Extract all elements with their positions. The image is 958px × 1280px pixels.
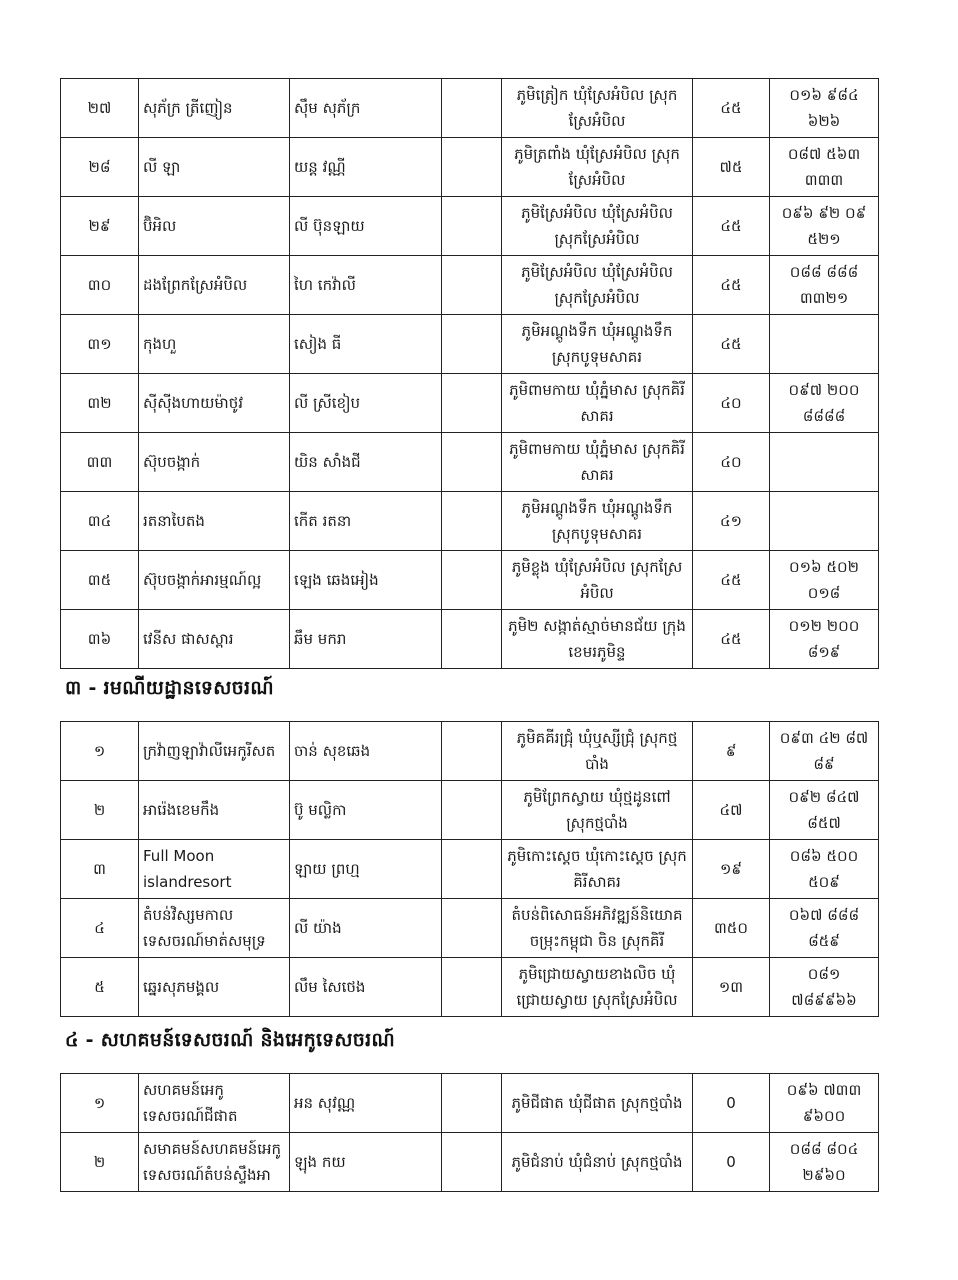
owner-name-cell: ស៊ឹម សុភ័ក្រ [290,79,442,138]
address-cell: ភូមិគគីរជ្រុំ ឃុំឬស្សីជ្រុំ ស្រុកថ្មបាំង [502,722,693,781]
owner-name-cell: ឡាយ ព្រហ្ម [290,840,442,899]
business-name-cell: សមាគមន៍សហគមន៍អេកូទេសចរណ៍តំបន់ស្ទឹងអា [139,1133,290,1192]
phone-cell [770,492,879,551]
quantity-cell: ១៣ [693,958,770,1017]
empty-cell [442,781,502,840]
quantity-cell: ៤៥ [693,315,770,374]
table-row [61,315,879,374]
business-name-cell: ស៊ុបចង្កាក់អារម្មណ៍ល្អ [139,551,290,610]
business-name-cell: ប៊ិអិល [139,197,290,256]
address-cell: ភូមិជំនាប់ ឃុំជំនាប់ ស្រុកថ្មបាំង [502,1133,693,1192]
address-cell: ភូមិពាមកាយ ឃុំភ្នំមាស ស្រុកគិរីសាគរ [502,433,693,492]
table-row [61,433,879,492]
address-cell: ភូមិត្រៀក ឃុំស្រែអំបិល ស្រុកស្រែអំបិល [502,79,693,138]
row-number-cell: ៣៤ [61,492,139,551]
community-table [60,1073,879,1192]
owner-name-cell: ហៃ កេវ៉ាលី [290,256,442,315]
owner-name-cell: ឆឹម មករា [290,610,442,669]
empty-cell [442,551,502,610]
table-row [61,197,879,256]
phone-cell: ០៩៦ ៧៣៣ ៩៦០០ [770,1074,879,1133]
phone-cell [770,315,879,374]
empty-cell [442,433,502,492]
owner-name-cell: អន សុវណ្ណ [290,1074,442,1133]
empty-cell [442,492,502,551]
owner-name-cell: យន្ត វណ្ណី [290,138,442,197]
table-row [61,1074,879,1133]
phone-cell: ០៦៧ ៨៨៨ ៨៥៩ [770,899,879,958]
row-number-cell: ៥ [61,958,139,1017]
table-row [61,722,879,781]
owner-name-cell: ឡុង កយ [290,1133,442,1192]
owner-name-cell: លឹម សៃថេង [290,958,442,1017]
business-name-cell: លី ឡា [139,138,290,197]
address-cell: ភូមិអណ្តូងទឹក ឃុំអណ្តូងទឹក ស្រុកបូទុមសាគរ [502,492,693,551]
empty-cell [442,315,502,374]
empty-cell [442,79,502,138]
owner-name-cell: ចាន់ សុខឆេង [290,722,442,781]
empty-cell [442,374,502,433]
row-number-cell: ២ [61,1133,139,1192]
owner-name-cell: ឡេង ឆេងអៀង [290,551,442,610]
business-name-cell: ស៊ុបចង្កាក់ [139,433,290,492]
address-cell: ភូមិពាមកាយ ឃុំភ្នំមាស ស្រុកគិរីសាគរ [502,374,693,433]
empty-cell [442,840,502,899]
phone-cell: ០៨១ ៧៨៩៩៦៦ [770,958,879,1017]
quantity-cell: ៤០ [693,374,770,433]
row-number-cell: ២៨ [61,138,139,197]
phone-cell: ០៩២ ៨៤៧ ៨៥៧ [770,781,879,840]
table-row [61,256,879,315]
guesthouse-table [60,78,879,669]
empty-cell [442,138,502,197]
row-number-cell: ២៧ [61,79,139,138]
owner-name-cell: កើត រតនា [290,492,442,551]
empty-cell [442,722,502,781]
business-name-cell: កុងហួ [139,315,290,374]
section-4-heading: ៤ - សហគមន៍ទេសចរណ៍ និងអេកូទេសចរណ៍ [65,1029,395,1051]
owner-name-cell: សៀង ធី [290,315,442,374]
owner-name-cell: យិន សាំងជី [290,433,442,492]
address-cell: ភូមិស្រែអំបិល ឃុំស្រែអំបិល ស្រុកស្រែអំបិល [502,256,693,315]
address-cell: ភូមិព្រែកស្វាយ ឃុំថ្មដូនពៅ ស្រុកថ្មបាំង [502,781,693,840]
owner-name-cell: លី ស្រីខៀប [290,374,442,433]
owner-name-cell: លី ប៊ុនឡាយ [290,197,442,256]
empty-cell [442,256,502,315]
quantity-cell: ៤៧ [693,781,770,840]
row-number-cell: ៣២ [61,374,139,433]
phone-cell: ០៨៦ ៥០០ ៥០៩ [770,840,879,899]
business-name-cell: ដងព្រែកស្រែអំបិល [139,256,290,315]
phone-cell: ០៩៦ ៩២ ០៩ ៥២១ [770,197,879,256]
business-name-cell: ឆ្នេរសុភមង្គល [139,958,290,1017]
address-cell: ភូមិខ្លុង ឃុំស្រែអំបិល ស្រុកស្រែអំបិល [502,551,693,610]
address-cell: ភូមិត្រពាំង ឃុំស្រែអំបិល ស្រុកស្រែអំបិល [502,138,693,197]
row-number-cell: ៣០ [61,256,139,315]
table-row [61,374,879,433]
table-row [61,551,879,610]
owner-name-cell: លី យ៉ាង [290,899,442,958]
row-number-cell: ១ [61,722,139,781]
business-name-cell: សហគមន៍អេកូទេសចរណ៍ជីផាត [139,1074,290,1133]
business-name-cell: តំបន់វិស្សមកាលទេសចរណ៍មាត់សមុទ្រ [139,899,290,958]
row-number-cell: ៣៥ [61,551,139,610]
empty-cell [442,899,502,958]
address-cell: ភូមិអណ្តូងទឹក ឃុំអណ្តូងទឹក ស្រុកបូទុមសាគរ [502,315,693,374]
quantity-cell: ៧៥ [693,138,770,197]
business-name-cell: រតនាបៃតង [139,492,290,551]
row-number-cell: ៤ [61,899,139,958]
row-number-cell: ៣៦ [61,610,139,669]
row-number-cell: ៣ [61,840,139,899]
quantity-cell: ៩ [693,722,770,781]
address-cell: ភូមិជីផាត ឃុំជីផាត ស្រុកថ្មបាំង [502,1074,693,1133]
row-number-cell: ២ [61,781,139,840]
phone-cell: ០១៦ ៥០២ ០១៨ [770,551,879,610]
phone-cell: ០១៦ ៩៨៤ ៦២៦ [770,79,879,138]
phone-cell: ០៨៧ ៥៦៣ ៣៣៣ [770,138,879,197]
table-row [61,492,879,551]
address-cell: ភូមិជ្រោយស្វាយខាងលិច ឃុំជ្រោយស្វាយ ស្រុកស្រែអំបិល [502,958,693,1017]
phone-cell: ០១២ ២០០ ៨១៩ [770,610,879,669]
empty-cell [442,197,502,256]
table-row [61,610,879,669]
table-row [61,781,879,840]
quantity-cell: ៣៥០ [693,899,770,958]
quantity-cell: ៤៥ [693,197,770,256]
row-number-cell: ២៩ [61,197,139,256]
phone-cell: ០៩៧ ២០០ ៨៨៨៨ [770,374,879,433]
row-number-cell: ៣៣ [61,433,139,492]
address-cell: ភូមិស្រែអំបិល ឃុំស្រែអំបិល ស្រុកស្រែអំបិល [502,197,693,256]
quantity-cell: ៤០ [693,433,770,492]
phone-cell: ០៩៣ ៤២ ៨៧ ៨៩ [770,722,879,781]
table-row [61,79,879,138]
table-row [61,840,879,899]
empty-cell [442,1133,502,1192]
empty-cell [442,958,502,1017]
row-number-cell: ១ [61,1074,139,1133]
quantity-cell: ៤៥ [693,256,770,315]
quantity-cell: ៤១ [693,492,770,551]
business-name-cell: ក្រវ៉ាញឡាវ៉ាលីអេកូរីសត [139,722,290,781]
business-name-cell: Full Moon islandresort [139,840,290,899]
address-cell: តំបន់ពិសោធន៍អភិវឌ្ឍន៍និយោគចម្រុះកម្ពុជា ចិន ស្រុកគិរី [502,899,693,958]
business-name-cell: សុភ័ក្រ ត្រីញៀន [139,79,290,138]
resort-table [60,721,879,1017]
empty-cell [442,610,502,669]
table-row [61,138,879,197]
quantity-cell: ៤៥ [693,79,770,138]
phone-cell: ០៨៨ ៨៨៨ ៣៣២១ [770,256,879,315]
quantity-cell: ១៩ [693,840,770,899]
table-row [61,899,879,958]
owner-name-cell: ប៊ូ មល្លិកា [290,781,442,840]
quantity-cell: ៤៥ [693,551,770,610]
business-name-cell: ស៊ីស៊ីងហាយម៉ាថូវ [139,374,290,433]
business-name-cell: អារ៉េងខេមកឹង [139,781,290,840]
phone-cell: ០៨៨ ៨០៤ ២៩៦០ [770,1133,879,1192]
row-number-cell: ៣១ [61,315,139,374]
table-row [61,1133,879,1192]
section-3-heading: ៣ - រមណីយដ្ឋានទេសចរណ៍ [65,677,274,699]
address-cell: ភូមិកោះស្តេច ឃុំកោះស្តេច ស្រុកគិរីសាគរ [502,840,693,899]
quantity-cell: 0 [693,1074,770,1133]
address-cell: ភូមិ២ សង្កាត់ស្មាច់មានជ័យ ក្រុងខេមរភូមិន្ទ [502,610,693,669]
empty-cell [442,1074,502,1133]
table-row [61,958,879,1017]
phone-cell [770,433,879,492]
business-name-cell: វេនីស ផាសស្ពារ [139,610,290,669]
quantity-cell: 0 [693,1133,770,1192]
quantity-cell: ៤៥ [693,610,770,669]
